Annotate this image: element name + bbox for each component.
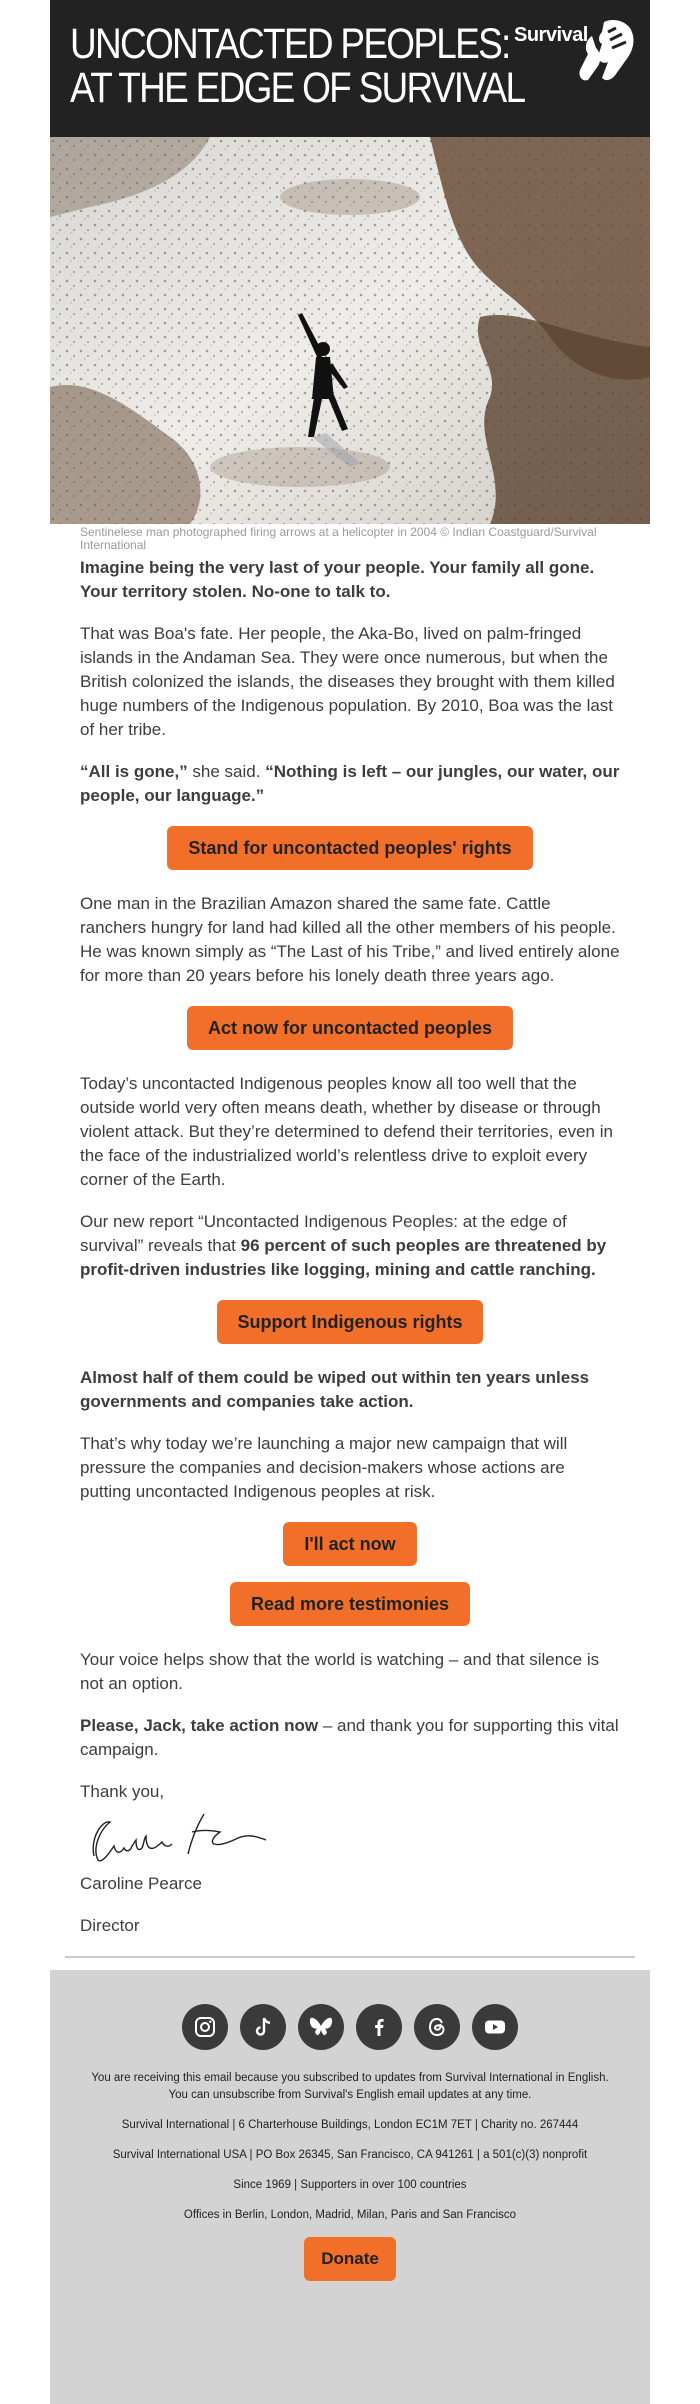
act-now-uncontacted-button[interactable]: Act now for uncontacted peoples (187, 1006, 513, 1050)
since-text: Since 1969 | Supporters in over 100 countries (233, 2179, 467, 2191)
email-body (50, 556, 650, 1938)
campaign-paragraph: That’s why today we’re launching a major new campaign that will pressure the companies and decision-makers whose actions are putting uncontacted Indigenous peoples at risk. (80, 1434, 568, 1501)
read-testimonies-button[interactable]: Read more testimonies (230, 1582, 470, 1626)
wiped-out-paragraph: Almost half of them could be wiped out within ten years unless governments and companies take action. (80, 1368, 590, 1411)
header-title-line2: AT THE EDGE OF SURVIVAL (70, 64, 525, 112)
intro-paragraph: Imagine being the very last of your people. Your family all gone. Your territory stolen. No-one to talk to. (80, 558, 595, 601)
instagram-icon[interactable] (182, 2004, 228, 2050)
hero-photo (50, 137, 650, 524)
thanks-text: Thank you, (80, 1782, 165, 1801)
stand-for-rights-button[interactable]: Stand for uncontacted peoples' rights (167, 826, 532, 870)
signatory-title: Director (80, 1916, 140, 1935)
facebook-icon[interactable] (356, 2004, 402, 2050)
today-paragraph: Today’s uncontacted Indigenous peoples know all too well that the outside world very often means death, whether by disease or through violent attack. But they’re determined to defend their territories, even in the face of the industrialized world’s relentless drive to exploit every corner of the Earth. (80, 1074, 613, 1189)
report-paragraph (80, 1210, 620, 1282)
uk-address: Survival International | 6 Charterhouse Buildings, London EC1M 7ET | Charity no. 267444 (121, 2119, 579, 2131)
quote-mid: she said. (187, 762, 266, 781)
logo-text: Survival (514, 24, 588, 46)
subscription-notice (50, 2070, 650, 2104)
brazil-paragraph: One man in the Brazilian Amazon shared the same fate. Cattle ranchers hungry for land had killed all the other members of his people. He was known simply as “The Last of his Tribe,” and lived entirely alone for more than 20 years before his lonely death three years ago. (80, 894, 620, 985)
voice-paragraph: Your voice helps show that the world is watching – and that silence is not an option. (80, 1650, 600, 1693)
report-text: Our new report “Uncontacted Indigenous Peoples: at the edge of survival” reveals that (80, 1212, 567, 1255)
tiktok-icon[interactable] (240, 2004, 286, 2050)
quote-part2: “Nothing is left – our jungles, our water, our people, our language.” (80, 762, 620, 805)
youtube-icon[interactable] (472, 2004, 518, 2050)
signatory-name: Caroline Pearce (80, 1874, 202, 1893)
call-to-action-paragraph (80, 1714, 620, 1762)
unsubscribe-link[interactable]: You can unsubscribe from Survival's English email updates at any time. (168, 2089, 532, 2101)
subscription-line1: You are receiving this email because you subscribed to updates from Survival International in English. (91, 2072, 609, 2084)
donate-button[interactable]: Donate (304, 2237, 396, 2281)
usa-address: Survival International USA | PO Box 26345, San Francisco, CA 941261 | a 501(c)(3) nonprofit (112, 2149, 588, 2161)
footer-divider (65, 1956, 635, 1958)
header-banner (50, 0, 650, 137)
header-title (70, 22, 524, 110)
cta-bold: Please, Jack, take action now (80, 1716, 319, 1735)
cta-rest: – and thank you for supporting this vital campaign. (80, 1716, 619, 1759)
quote-paragraph (80, 760, 620, 808)
bluesky-icon[interactable] (298, 2004, 344, 2050)
header-title-line1: UNCONTACTED PEOPLES: (70, 20, 510, 68)
support-indigenous-button[interactable]: Support Indigenous rights (217, 1300, 484, 1344)
quote-part1: “All is gone,” (80, 762, 188, 781)
email-container (50, 0, 650, 2404)
threads-icon[interactable] (414, 2004, 460, 2050)
report-stat: 96 percent of such peoples are threatened by profit-driven industries like logging, mining and cattle ranching. (80, 1236, 607, 1279)
footer (50, 1970, 650, 2404)
ill-act-now-button[interactable]: I'll act now (283, 1522, 416, 1566)
boa-paragraph: That was Boa's fate. Her people, the Aka-Bo, lived on palm-fringed islands in the Andaman Sea. They were once numerous, but when the British colonized the islands, the diseases they brought with them killed huge numbers of the Indigenous population. By 2010, Boa was the last of her tribe. (80, 624, 615, 739)
handwritten-signature (80, 1808, 280, 1868)
social-links (50, 2004, 650, 2050)
survival-logo[interactable] (514, 18, 634, 88)
offices-text: Offices in Berlin, London, Madrid, Milan, Paris and San Francisco (183, 2209, 517, 2221)
photo-caption: Sentinelese man photographed firing arrows at a helicopter in 2004 © Indian Coastguard/Survival International (80, 525, 597, 552)
hands-logo-icon (564, 18, 636, 86)
